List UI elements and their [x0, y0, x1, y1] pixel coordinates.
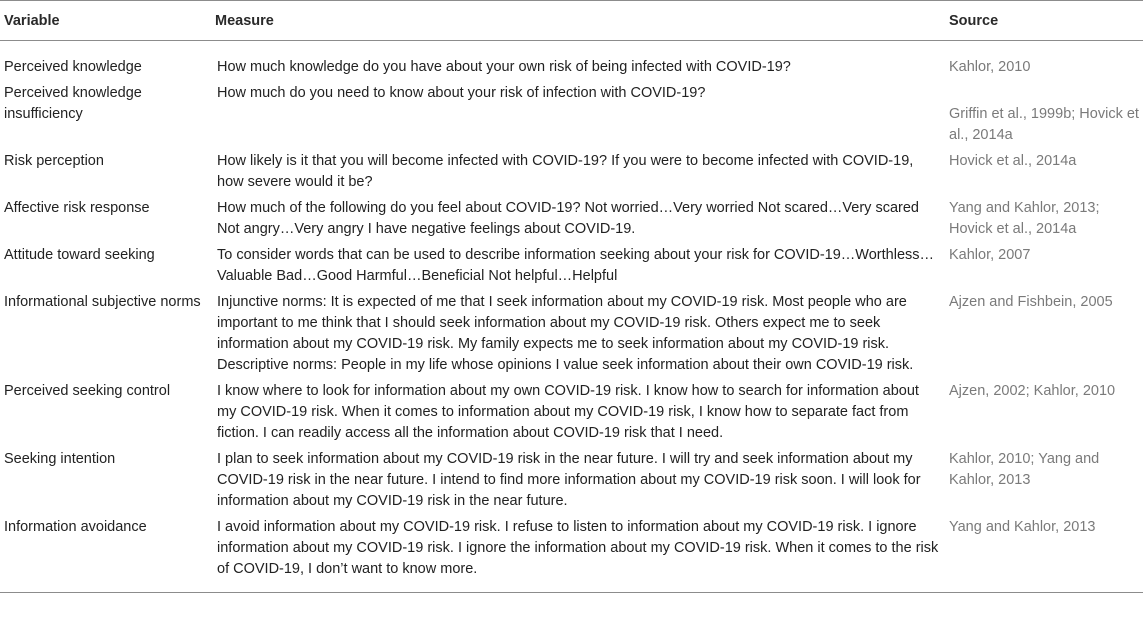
variable-cell: Informational subjective norms	[4, 294, 201, 310]
source-cell: Ajzen, 2002; Kahlor, 2010	[949, 383, 1116, 399]
variable-cell: Perceived knowledge insufficiency	[4, 85, 142, 122]
source-cell: Kahlor, 2007	[949, 247, 1031, 263]
measure-cell: How much of the following do you feel about COVID-19? Not worried…Very worried Not scared…Very scared Not angry…Very angry I have negative feelings about COVID-19.	[217, 200, 919, 237]
table-row	[0, 146, 1143, 193]
table-row	[0, 376, 1143, 444]
measure-cell: How much knowledge do you have about your own risk of being infected with COVID-19?	[217, 59, 791, 75]
variable-cell: Information avoidance	[0, 512, 211, 593]
measure-cell: I plan to seek information about my COVID-19 risk in the near future. I will try and seek information about my COVID-19 risk in the near future. I intend to find more information about my COVID-19 risk soon. I will look for information about my COVID-19 risk in the near future.	[217, 451, 921, 509]
source-cell: Yang and Kahlor, 2013	[949, 512, 1143, 593]
variable-cell: Attitude toward seeking	[4, 247, 155, 263]
header-variable: Variable	[0, 1, 211, 41]
source-cell: Griffin et al., 1999b; Hovick et al., 2014a	[949, 106, 1139, 143]
source-cell: Kahlor, 2010	[949, 59, 1031, 75]
measure-cell: How much do you need to know about your risk of infection with COVID-19?	[217, 85, 706, 101]
variable-cell: Perceived seeking control	[4, 383, 171, 399]
measure-cell: I know where to look for information about my own COVID-19 risk. I know how to search for information about my COVID-19 risk. When it comes to information about my COVID-19 risk, I know how to separate fact from fiction. I can readily access all the information about COVID-19 risk that I need.	[217, 383, 919, 441]
variable-cell: Risk perception	[4, 153, 104, 169]
measure-cell: I avoid information about my COVID-19 risk. I refuse to listen to information about my COVID-19 risk. I ignore information about my COVID-19 risk. I ignore the information about my COVID-19 risk. When it comes to the risk of COVID-19, I don’t want to know more.	[211, 512, 949, 593]
header-source: Source	[949, 1, 1143, 41]
table-row	[0, 512, 1143, 593]
source-cell: Yang and Kahlor, 2013; Hovick et al., 2014a	[949, 200, 1100, 237]
source-cell: Hovick et al., 2014a	[949, 153, 1077, 169]
variable-cell: Affective risk response	[4, 200, 150, 216]
measure-cell: How likely is it that you will become infected with COVID-19? If you were to become infected with COVID-19, how severe would it be?	[217, 153, 914, 190]
table-row	[0, 240, 1143, 287]
source-cell: Ajzen and Fishbein, 2005	[949, 294, 1113, 310]
measure-cell: To consider words that can be used to describe information seeking about your risk for COVID-19…Worthless…Valuable Bad…Good Harmful…Beneficial Not helpful…Helpful	[217, 247, 935, 284]
table-row	[0, 444, 1143, 512]
table-row	[0, 193, 1143, 240]
table-row	[0, 41, 1143, 79]
measure-cell: Injunctive norms: It is expected of me that I seek information about my COVID-19 risk. Most people who are important to me think that I should seek information about my COVID-19 risk. Others expect me to seek information about my COVID-19 risk. My family expects me to seek information about my COVID-19 risk. Descriptive norms: People in my life whose opinions I value seek information about their own COVID-19 risk.	[217, 294, 914, 373]
header-row	[0, 1, 1143, 41]
source-cell: Kahlor, 2010; Yang and Kahlor, 2013	[949, 451, 1100, 488]
table-row	[0, 287, 1143, 376]
header-measure: Measure	[211, 1, 949, 41]
table-row	[0, 78, 1143, 146]
variable-cell: Perceived knowledge	[4, 59, 142, 75]
variable-cell: Seeking intention	[4, 451, 116, 467]
